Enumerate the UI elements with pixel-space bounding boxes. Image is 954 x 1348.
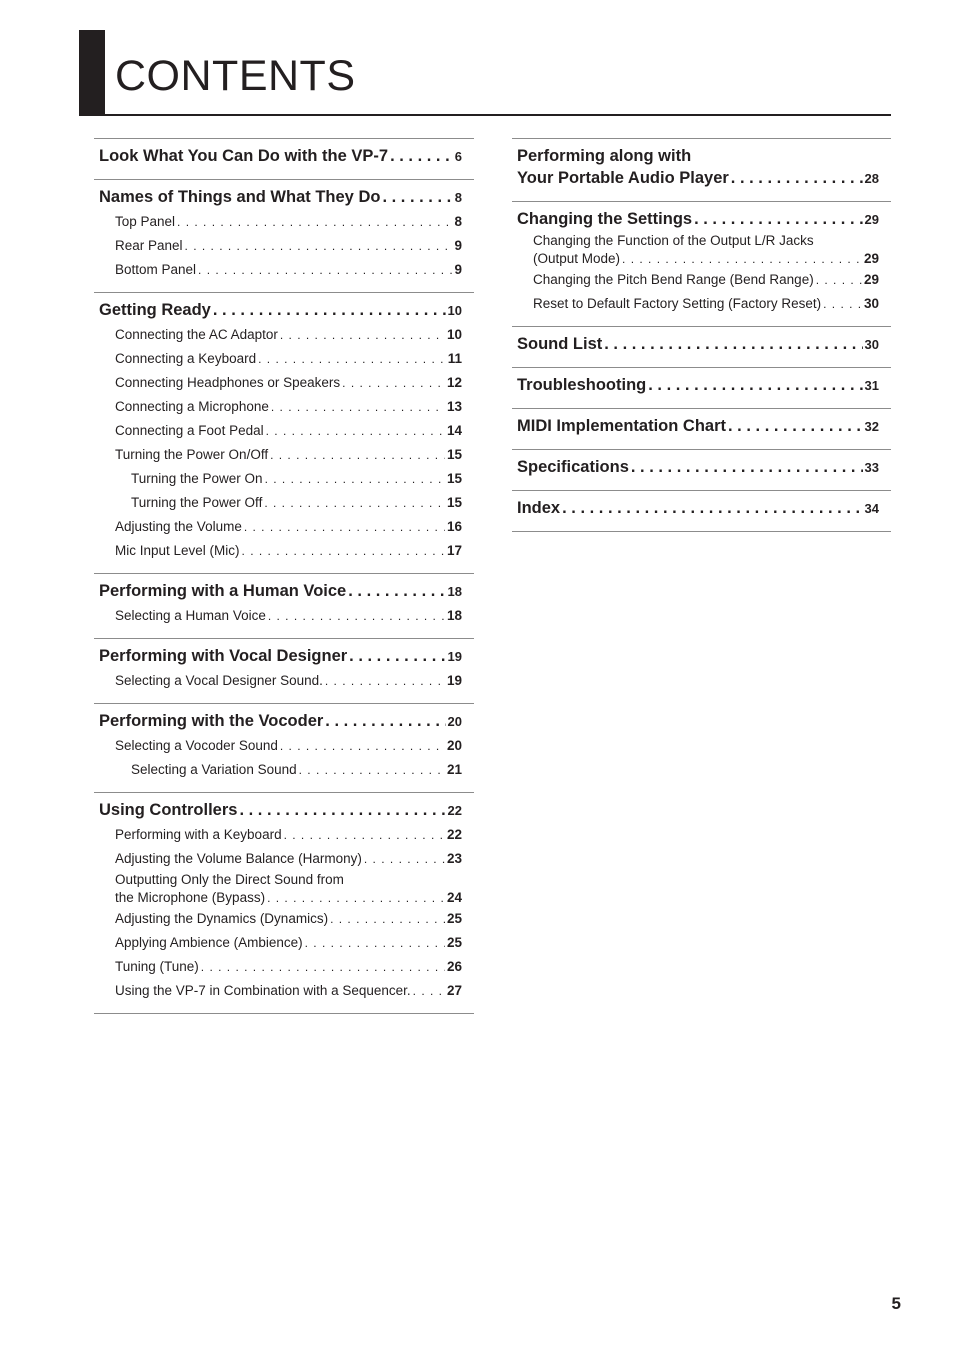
dot-leader [177, 211, 452, 234]
toc-section [94, 573, 474, 638]
toc-chapter-page: 31 [864, 378, 879, 393]
toc-entry-page: 8 [454, 214, 462, 229]
dot-leader [258, 348, 446, 371]
dot-leader [267, 889, 445, 907]
toc-entry-label: the Microphone (Bypass) [115, 890, 266, 905]
toc-chapter-title-line[interactable]: Performing along with [517, 147, 692, 165]
toc-entry-page: 11 [447, 351, 462, 366]
toc-section [512, 367, 891, 408]
dot-leader [284, 824, 445, 847]
dot-leader [816, 269, 862, 292]
toc-section [512, 326, 891, 367]
toc-chapter-page: 34 [864, 501, 879, 516]
toc-entry-page: 13 [446, 399, 462, 414]
dot-leader [280, 735, 445, 758]
toc-chapter-label: Look What You Can Do with the VP-7 [99, 147, 389, 165]
dot-leader [271, 396, 445, 419]
toc-entry[interactable] [517, 268, 879, 292]
toc-chapter-page: 29 [864, 212, 879, 227]
dot-leader [268, 605, 445, 628]
toc-section [512, 490, 891, 532]
toc-entry[interactable] [99, 889, 462, 907]
toc-entry-page: 29 [863, 251, 879, 266]
dot-leader [242, 540, 445, 563]
toc-chapter[interactable] [99, 710, 462, 733]
toc-entry-line[interactable]: Changing the Function of the Output L/R Jacks [533, 233, 814, 248]
toc-entry[interactable] [99, 210, 462, 234]
toc-entry[interactable] [99, 515, 462, 539]
toc-entry-label: Selecting a Vocal Designer Sound. [115, 673, 323, 688]
dot-leader [280, 324, 445, 347]
dot-leader [348, 580, 445, 602]
dot-leader [604, 333, 862, 355]
dot-leader [185, 235, 453, 258]
toc-section [512, 138, 891, 201]
toc-entry[interactable] [99, 758, 462, 782]
dot-leader [265, 468, 445, 491]
toc-right-column [512, 138, 891, 532]
toc-entry-page: 15 [446, 447, 462, 462]
toc-chapter-label: Troubleshooting [517, 376, 647, 394]
dot-leader [244, 516, 445, 539]
toc-entry[interactable] [99, 234, 462, 258]
toc-entry-label: Mic Input Level (Mic) [115, 543, 240, 558]
toc-entry-line[interactable]: Outputting Only the Direct Sound from [115, 872, 344, 887]
toc-entry[interactable] [99, 258, 462, 282]
toc-chapter-label: Performing with the Vocoder [99, 712, 324, 730]
toc-chapter-page: 10 [447, 303, 462, 318]
dot-leader [622, 250, 862, 268]
toc-entry[interactable] [99, 395, 462, 419]
toc-entry-label: Using the VP-7 in Combination with a Sequencer. [115, 983, 411, 998]
toc-chapter-label: Performing with Vocal Designer [99, 647, 348, 665]
toc-section [94, 703, 474, 792]
toc-entry-page: 23 [446, 851, 462, 866]
dot-leader [349, 645, 445, 667]
toc-entry-page: 16 [446, 519, 462, 534]
toc-entry-page: 10 [446, 327, 462, 342]
toc-entry-page: 30 [863, 296, 879, 311]
dot-leader [694, 208, 862, 230]
toc-chapter[interactable] [517, 497, 879, 520]
dot-leader [264, 492, 445, 515]
toc-entry-page: 15 [446, 471, 462, 486]
toc-entry-page: 27 [446, 983, 462, 998]
toc-chapter[interactable] [99, 145, 462, 168]
toc-entry-label: (Output Mode) [533, 251, 621, 266]
toc-chapter[interactable] [99, 799, 462, 822]
dot-leader [239, 799, 445, 821]
toc-chapter-label: Your Portable Audio Player [517, 169, 729, 187]
toc-entry[interactable] [99, 931, 462, 955]
toc-entry-label: Turning the Power On [131, 471, 263, 486]
toc-chapter-page: 33 [864, 460, 879, 475]
toc-entry-page: 19 [446, 673, 462, 688]
toc-entry-label: Adjusting the Dynamics (Dynamics) [115, 911, 329, 926]
toc-entry-page: 21 [446, 762, 462, 777]
toc-entry-label: Applying Ambience (Ambience) [115, 935, 303, 950]
toc-entry-label: Turning the Power On/Off [115, 447, 269, 462]
toc-entry[interactable] [99, 847, 462, 871]
toc-section [94, 792, 474, 1014]
dot-leader [213, 299, 446, 321]
dot-leader [270, 444, 445, 467]
dot-leader [728, 415, 863, 437]
toc-chapter[interactable] [517, 374, 879, 397]
dot-leader [382, 186, 452, 208]
toc-entry[interactable] [99, 347, 462, 371]
toc-entry[interactable] [99, 371, 462, 395]
toc-entry[interactable] [99, 604, 462, 628]
toc-chapter-page: 18 [447, 584, 462, 599]
dot-leader [364, 848, 445, 871]
toc-entry[interactable] [99, 955, 462, 979]
toc-entry-page: 25 [446, 935, 462, 950]
toc-chapter-page: 28 [864, 171, 879, 186]
dot-leader [342, 372, 445, 395]
toc-entry[interactable] [99, 323, 462, 347]
toc-entry-page: 25 [446, 911, 462, 926]
toc-entry-label: Connecting Headphones or Speakers [115, 375, 341, 390]
toc-chapter-label: Using Controllers [99, 801, 238, 819]
toc-entry-page: 9 [454, 262, 462, 277]
page-header [79, 30, 891, 116]
toc-section [512, 408, 891, 449]
toc-entry[interactable] [99, 734, 462, 758]
toc-entry-page: 18 [446, 608, 462, 623]
toc-section [94, 138, 474, 179]
toc-entry[interactable] [99, 669, 462, 693]
toc-section [512, 449, 891, 490]
toc-chapter[interactable] [99, 580, 462, 603]
toc-entry-label: Adjusting the Volume [115, 519, 242, 534]
dot-leader [325, 670, 445, 693]
toc-entry-label: Tuning (Tune) [115, 959, 199, 974]
toc-entry-page: 24 [446, 890, 462, 905]
toc-chapter-page: 8 [454, 190, 462, 205]
toc-entry[interactable] [517, 250, 879, 268]
toc-entry-page: 15 [446, 495, 462, 510]
toc-chapter[interactable] [517, 456, 879, 479]
toc-entry[interactable] [99, 907, 462, 931]
toc-chapter[interactable] [517, 208, 879, 231]
dot-leader [201, 956, 445, 979]
toc-entry-label: Rear Panel [115, 238, 183, 253]
toc-entry-page: 26 [446, 959, 462, 974]
toc-chapter[interactable] [99, 186, 462, 209]
toc-chapter-label: Changing the Settings [517, 210, 693, 228]
toc-chapter-page: 22 [447, 803, 462, 818]
dot-leader [562, 497, 862, 519]
toc-entry[interactable] [99, 823, 462, 847]
dot-leader [631, 456, 863, 478]
dot-leader [390, 145, 453, 167]
toc-entry-label: Selecting a Variation Sound [131, 762, 297, 777]
dot-leader [823, 293, 862, 316]
toc-chapter-label: Names of Things and What They Do [99, 188, 381, 206]
toc-entry[interactable] [517, 292, 879, 316]
toc-chapter-page: 6 [454, 149, 462, 164]
toc-chapter[interactable] [517, 167, 879, 190]
toc-chapter-page: 20 [447, 714, 462, 729]
toc-entry[interactable] [99, 443, 462, 467]
dot-leader [299, 759, 445, 782]
toc-entry-label: Connecting a Foot Pedal [115, 423, 264, 438]
toc-section [94, 179, 474, 292]
toc-section [94, 638, 474, 703]
toc-chapter[interactable] [517, 415, 879, 438]
toc-entry-label: Connecting the AC Adaptor [115, 327, 278, 342]
toc-left-column [94, 138, 474, 1014]
page-title: CONTENTS [115, 52, 356, 100]
header-accent-bar [79, 30, 105, 114]
toc-entry-label: Changing the Pitch Bend Range (Bend Range) [533, 272, 814, 287]
toc-entry-label: Connecting a Microphone [115, 399, 269, 414]
toc-section [94, 292, 474, 573]
toc-entry[interactable] [99, 467, 462, 491]
toc-chapter-label: Specifications [517, 458, 629, 476]
toc-entry[interactable] [99, 419, 462, 443]
toc-chapter[interactable] [99, 299, 462, 322]
toc-entry-page: 20 [446, 738, 462, 753]
dot-leader [648, 374, 862, 396]
toc-chapter[interactable] [517, 333, 879, 356]
page-number: 5 [891, 1294, 901, 1313]
toc-entry-label: Selecting a Vocoder Sound [115, 738, 278, 753]
toc-chapter-label: Performing with a Human Voice [99, 582, 347, 600]
toc-entry-page: 12 [446, 375, 462, 390]
toc-chapter-label: Index [517, 499, 561, 517]
dot-leader [305, 932, 445, 955]
toc-section [512, 201, 891, 326]
toc-entry-label: Performing with a Keyboard [115, 827, 282, 842]
toc-entry-page: 9 [454, 238, 462, 253]
dot-leader [198, 259, 452, 282]
toc-entry[interactable] [99, 539, 462, 563]
toc-entry-page: 22 [446, 827, 462, 842]
toc-entry-page: 17 [446, 543, 462, 558]
toc-chapter-label: Getting Ready [99, 301, 211, 319]
toc-chapter-page: 19 [447, 649, 462, 664]
toc-entry-label: Reset to Default Factory Setting (Factory Reset) [533, 296, 822, 311]
toc-entry-label: Bottom Panel [115, 262, 197, 277]
toc-entry-label: Adjusting the Volume Balance (Harmony) [115, 851, 362, 866]
dot-leader [413, 980, 445, 1003]
toc-entry-label: Turning the Power Off [131, 495, 263, 510]
toc-entry[interactable] [99, 491, 462, 515]
toc-chapter-label: Sound List [517, 335, 603, 353]
toc-entry-label: Top Panel [115, 214, 176, 229]
dot-leader [731, 167, 863, 189]
dot-leader [266, 420, 445, 443]
toc-entry-label: Selecting a Human Voice [115, 608, 266, 623]
toc-chapter-page: 30 [864, 337, 879, 352]
toc-chapter[interactable] [99, 645, 462, 668]
toc-chapter-page: 32 [864, 419, 879, 434]
dot-leader [325, 710, 445, 732]
toc-entry-label: Connecting a Keyboard [115, 351, 257, 366]
toc-chapter-label: MIDI Implementation Chart [517, 417, 727, 435]
toc-entry-page: 14 [446, 423, 462, 438]
toc-entry-page: 29 [863, 272, 879, 287]
toc-entry[interactable] [99, 979, 462, 1003]
dot-leader [330, 908, 445, 931]
